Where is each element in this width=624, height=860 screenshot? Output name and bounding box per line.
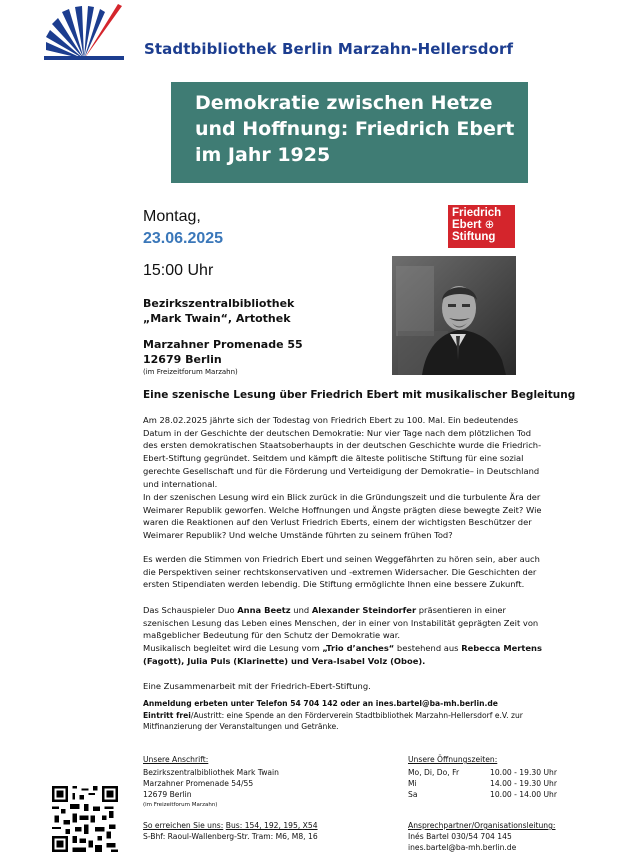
venue-name: Bezirkszentralbibliothek — [143, 297, 295, 310]
friedrich-ebert-portrait — [392, 256, 516, 375]
hours-heading: Unsere Öffnungszeiten: — [408, 755, 498, 764]
address-line: Bezirkszentralbibliothek Mark Twain — [143, 768, 279, 777]
ensemble-name: „Trio d’anches“ — [322, 643, 395, 654]
contact-email-link[interactable]: ines.bartel@ba-mh.berlin.de — [408, 843, 517, 852]
paragraph-5: Eine Zusammenarbeit mit der Friedrich-Ebert-Stiftung. — [143, 681, 371, 691]
fes-logo-line2: Ebert ⊕ — [452, 219, 495, 231]
address-line: 12679 Berlin — [143, 790, 192, 799]
paragraph-4: Das Schauspieler Duo Anna Beetz und Alexander Steindorfer präsentieren in einer szenischen Lesung das Leben eines Menschen, der in einer von Instabilität geprägten Zeit von maßgeblicher Bedeutung für den Schutz der Demokratie war. Musikalisch begleitet wird die Lesung vom „Trio d’anches“ bestehend aus Rebecca Mertens (Fagott), Julia Puls (Klarinette) und Vera-Isabel Volz (Oboe). — [143, 605, 542, 666]
transit-bus: So erreichen Sie uns: Bus: 154, 192, 195, X54 — [143, 821, 318, 830]
globe-icon: ⊕ — [484, 219, 495, 231]
venue-room: „Mark Twain“, Artothek — [143, 312, 291, 325]
address-note: (im Freizeitforum Marzahn) — [143, 802, 218, 808]
event-time: 15:00 Uhr — [143, 262, 214, 279]
event-weekday: Montag, — [143, 208, 201, 225]
contact-name-phone: Inés Bartel 030/54 704 145 — [408, 832, 512, 841]
entry-info: Eintritt frei/Austritt: eine Spende an den Förderverein Stadtbibliothek Marzahn-Hellersdorf e.V. zur Mitfinanzierung der Veranstaltungen und Getränke. — [143, 711, 523, 732]
contact-heading: Ansprechpartner/Organisationsleitung: — [408, 821, 556, 830]
event-title: Demokratie zwischen Hetze und Hoffnung: Friedrich Ebert im Jahr 1925 — [195, 92, 515, 166]
transit-train: S-Bhf: Raoul-Wallenberg-Str. Tram: M6, M8, 16 — [143, 832, 318, 841]
address-heading: Unsere Anschrift: — [143, 755, 209, 764]
library-logo-icon — [44, 4, 124, 62]
venue-street: Marzahner Promenade 55 — [143, 338, 303, 351]
paragraph-2: In der szenischen Lesung wird ein Blick zurück in die Gründungszeit und die turbulente Ära der Weimarer Republik geworfen. Welche Hoffnungen und Ängste prägten diese bewegte Zeit? Wie waren die Reaktionen auf den Verlust Friedrich Eberts, einem der wichtigsten Beschützer der Weimarer Republik? Und welche Umstände führten zu seinem frühen Tod? — [143, 492, 542, 541]
performer-2: Alexander Steindorfer — [311, 605, 417, 615]
fes-logo — [448, 205, 515, 248]
paragraph-1: Am 28.02.2025 jährte sich der Todestag von Friedrich Ebert zu 100. Mal. Ein bedeutendes Datum in der Geschichte der deutschen Demokratie: Nur vier Tage nach dem plötzlichen Tod des ersten demokratischen Staatsoberhaupts in der deutschen Geschichte wurde die Friedrich-Ebert-Stiftung gegründet. Seitdem und kämpft die älteste politische Stiftung für eine sozial gerechte Gesellschaft und für die Förderung und Verteidigung der Demokratie– in Deutschland und international. — [143, 415, 542, 489]
performer-1: Anna Beetz — [237, 605, 291, 615]
venue-city: 12679 Berlin — [143, 353, 222, 366]
fes-logo-line1: Friedrich — [452, 207, 502, 219]
qr-code-icon[interactable] — [52, 786, 118, 852]
event-subtitle: Eine szenische Lesung über Friedrich Ebert mit musikalischer Begleitung — [143, 389, 576, 401]
library-name: Stadtbibliothek Berlin Marzahn-Hellersdorf — [144, 40, 514, 58]
registration-info: Anmeldung erbeten unter Telefon 54 704 142 oder an ines.bartel@ba-mh.berlin.de — [143, 699, 498, 708]
fes-logo-line3: Stiftung — [452, 231, 496, 243]
venue-note: (im Freizeitforum Marzahn) — [143, 368, 238, 376]
paragraph-3: Es werden die Stimmen von Friedrich Ebert und seinen Weggefährten zu hören sein, aber auch die Perspektiven seiner rechtskonservativen und -extremen Widersacher. Die Geschichten der ersten Stipendiaten werden lebendig. Die Stiftung ermöglichte Ihnen eine bessere Zukunft. — [143, 554, 540, 590]
address-line: Marzahner Promenade 54/55 — [143, 779, 254, 788]
event-date: 23.06.2025 — [143, 230, 224, 247]
ensemble-members: Rebecca Mertens (Fagott), Julia Puls (Klarinette) und Vera-Isabel Volz (Oboe). — [143, 643, 542, 666]
